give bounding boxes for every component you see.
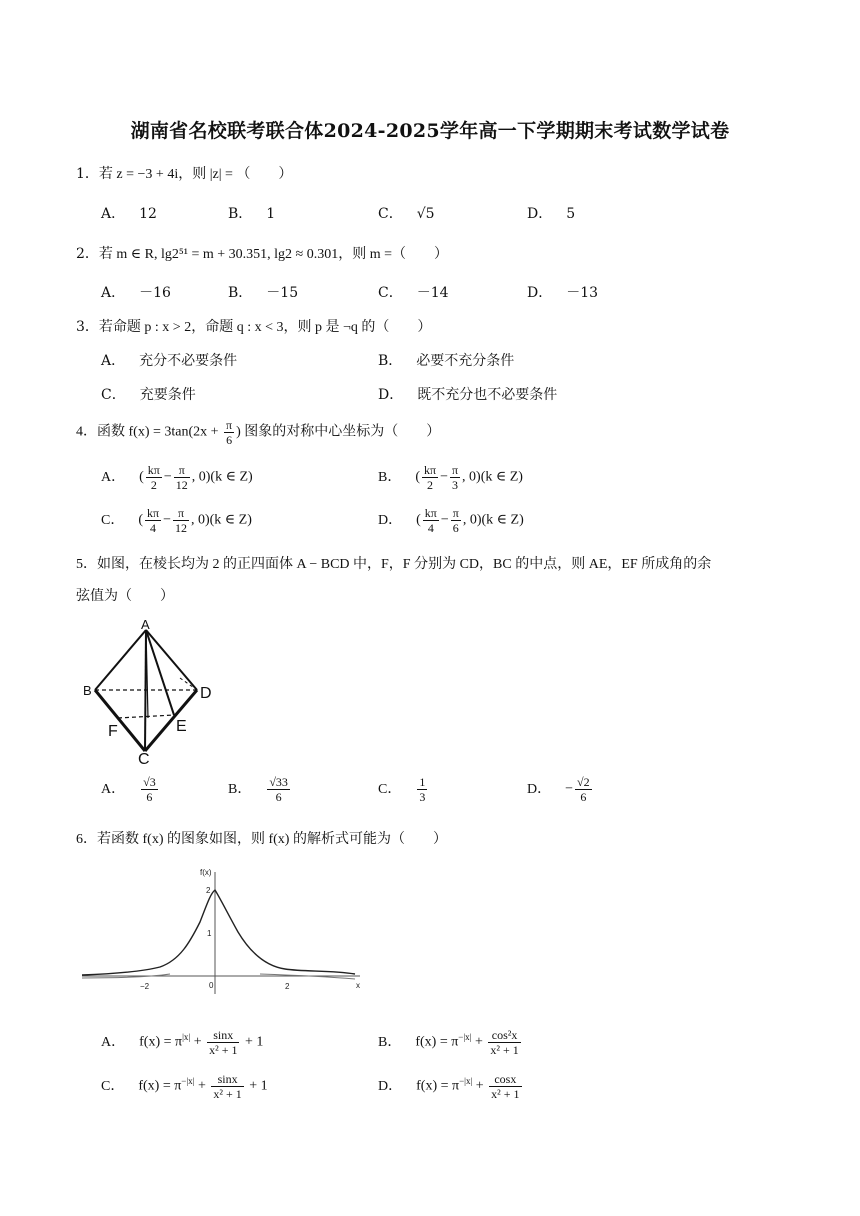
curve	[82, 890, 355, 975]
question-stem: 若函数 f(x) 的图象如图，则 f(x) 的解析式可能为（ ）	[97, 832, 447, 847]
option-b[interactable]: B． $\frac{√33}{6}$	[228, 775, 288, 804]
option-a[interactable]: A． －16	[101, 285, 171, 301]
option-a[interactable]: A． $f(x) = \pi^{|x|}$ + $\frac{\sin x}{\text{x² + 1}}$ + 1	[101, 1028, 264, 1057]
question-number: 5．	[76, 557, 97, 572]
x-axis-label: x	[356, 981, 360, 990]
edge-CD	[145, 690, 197, 751]
question-stem: 若 z = −3 + 4i，则 |z| = （ ）	[98, 167, 293, 182]
tick-x-neg2: −2	[140, 982, 150, 991]
option-c[interactable]: C． $f(x) = \pi^{-|x|}$ + $\frac{\sin x}{\text{x² + 1}}$ + 1	[101, 1072, 268, 1101]
question-number: 3．	[76, 319, 99, 335]
option-d[interactable]: D． − $\frac{√2}{6}$	[527, 775, 590, 804]
option-d[interactable]: D． 5	[527, 206, 576, 222]
option-c[interactable]: C． 充要条件	[101, 387, 196, 403]
tick-y-2: 2	[206, 886, 211, 895]
option-a[interactable]: A． 12	[101, 206, 157, 222]
question-number: 4．	[76, 424, 97, 440]
edge-AB	[95, 630, 146, 690]
label-E: E	[176, 718, 187, 735]
tick-x-2: 2	[285, 982, 290, 991]
option-b[interactable]: B． ( $\frac{k\pi}{2}$ − $\frac{\pi}{3}$ , 0)(k ∈ Z)	[378, 463, 523, 492]
option-b[interactable]: B． $f(x) = \pi^{-|x|}$ + $\frac{\text{cos²x}}{\text{x² + 1}}$	[378, 1028, 519, 1057]
question-stem-pre: 函数 f(x) = 3tan(2x +	[97, 424, 223, 440]
option-d[interactable]: D． $f(x) = \pi^{-|x|}$ + $\frac{\cos x}{\text{x² + 1}}$	[378, 1072, 520, 1101]
option-d[interactable]: D． －13	[527, 285, 599, 301]
question-number: 2．	[76, 246, 99, 262]
edge-AD	[146, 630, 197, 690]
question-1	[76, 163, 292, 183]
option-a[interactable]: A． 充分不必要条件	[101, 353, 238, 369]
question-2	[76, 243, 448, 263]
function-graph	[80, 862, 370, 1002]
tick-x-0: 0	[209, 981, 214, 990]
label-C: C	[138, 751, 150, 768]
label-F: F	[108, 723, 118, 740]
option-d[interactable]: D． 既不充分也不必要条件	[378, 387, 558, 403]
y-axis-label: f(x)	[200, 868, 212, 877]
question-4	[76, 418, 440, 447]
question-stem-post: ) 图象的对称中心坐标为（ ）	[236, 424, 441, 440]
question-stem: 若命题 p : x > 2，命题 q : x < 3，则 p 是 ¬q 的（ ）	[98, 320, 432, 335]
question-number: 1．	[76, 166, 99, 182]
option-c[interactable]: C． ( $\frac{k\pi}{4}$ − $\frac{\pi}{12}$ , 0)(k ∈ Z)	[101, 506, 252, 535]
option-c[interactable]: C． $\frac{1}{3}$	[378, 775, 426, 804]
label-D: D	[200, 685, 212, 702]
edge-BC	[95, 690, 145, 751]
option-c[interactable]: C． －14	[378, 285, 449, 301]
label-B: B	[83, 683, 92, 698]
question-5	[76, 553, 711, 573]
page-title: 湖南省名校联考联合体2024-2025学年高一下学期期末考试数学试卷	[130, 120, 730, 142]
edge-AE	[146, 630, 174, 715]
question-5-continued: 弦值为（ ）	[76, 588, 174, 604]
tetrahedron-figure	[80, 618, 240, 768]
option-a[interactable]: A． $\frac{√3}{6}$	[101, 775, 156, 804]
option-b[interactable]: B． 必要不充分条件	[378, 353, 515, 369]
label-A: A	[141, 618, 150, 632]
tick-y-1: 1	[207, 929, 212, 938]
option-a[interactable]: A． ( $\frac{k\pi}{2}$ − $\frac{\pi}{12}$ , 0)(k ∈ Z)	[101, 463, 253, 492]
question-number: 6．	[76, 832, 97, 847]
option-b[interactable]: B． 1	[228, 206, 276, 222]
option-d[interactable]: D． ( $\frac{k\pi}{4}$ − $\frac{\pi}{6}$ , 0)(k ∈ Z)	[378, 506, 524, 535]
fraction: $\frac{\pi}{6}$	[226, 418, 233, 447]
question-6	[76, 828, 447, 848]
question-stem: 若 m ∈ R, lg2⁵¹ = m + 30.351, lg2 ≈ 0.301，则 m =（ ）	[98, 247, 449, 262]
question-stem: 如图，在棱长均为 2 的正四面体 A − BCD 中，F，F 分别为 CD，BC 的中点，则 AE，EF 所成角的余	[97, 557, 712, 572]
option-c[interactable]: C． √5	[378, 206, 435, 222]
question-3	[76, 316, 431, 336]
option-b[interactable]: B． －15	[228, 285, 299, 301]
